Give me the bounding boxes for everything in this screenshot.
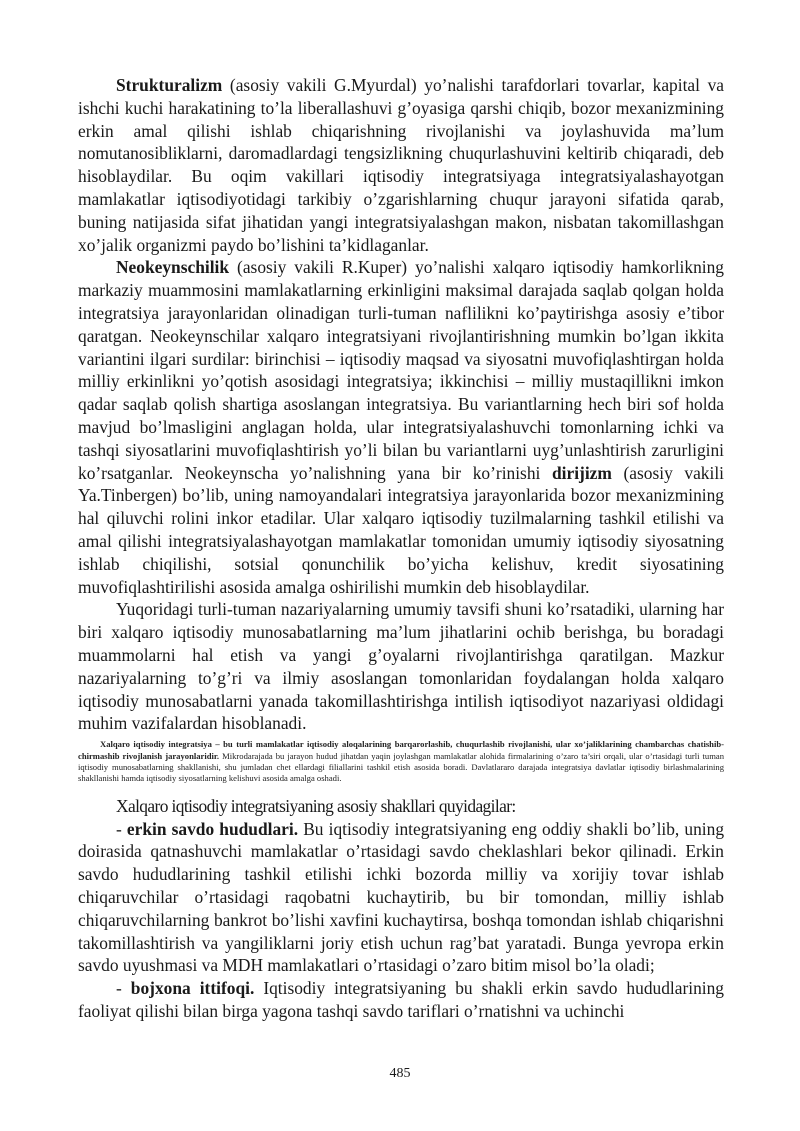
- term-neokeynschilik: Neokeynschilik: [116, 257, 230, 278]
- paragraph-text: Yuqoridagi turli-tuman nazariyalarning umumiy tavsifi shuni ko’rsatadiki, ularning har biri xalqaro iqtisodiy munosabatlarning ma’lum jihatlarini ochib berishga, bu boradagi muammolarni hal etish va yangi g’oyalarni rivojlantirishga qaratilgan. Mazkur nazariyalarning to’g’ri va ilmiy asoslangan tomonlaridan foydalangan holda xalqaro iqtisodiy munosabatlarni yanada takomillashtirishga intilish iqtisodiyot nazariyasi oldidagi muhim vazifalardan hisoblanadi.: [78, 599, 724, 734]
- section-subheading: Xalqaro iqtisodiy integratsiyaning asosiy shakllari quyidagilar:: [116, 795, 516, 816]
- paragraph-strukturalizm: [78, 74, 724, 256]
- page-number: 485: [389, 1066, 411, 1081]
- paragraph-text: (asosiy vakili Ya.Tinbergen) bo’lib, uning namoyandalari integratsiya jarayonlarida bozor mexanizmining hal qiluvchi rolini inkor etadilar. Ular xalqaro iqtisodiy tuzilmalarning tashkil etilishi va amal qilishi integratsiyalashayotgan mamlakatlar tomonidan umumiy iqtisodiy siyosatning ishlab chiqilishi, sotsial qonunchilik bo’yicha kelishuv, kredit siyosatining muvofiqlashtirilishi asosida amalga oshirilishi mumkin deb hisoblaydilar.: [78, 462, 724, 597]
- paragraph-text: Iqtisodiy integratsiyaning bu shakli erkin savdo hududlarining faoliyat qilishi bilan birga yagona tashqi savdo tariflari o’rnatishni va uchinchi: [78, 978, 724, 1021]
- paragraph-neokeynschilik: [78, 256, 724, 598]
- paragraph-bojxona: [78, 977, 724, 1023]
- list-dash: -: [116, 978, 131, 999]
- term-erkin-savdo: erkin savdo hududlari.: [126, 818, 299, 839]
- term-strukturalizm: Strukturalizm: [116, 75, 223, 95]
- page-body: [78, 74, 724, 1023]
- paragraph-text: Bu iqtisodiy integratsiyaning eng oddiy shakli bo’lib, uning doirasida qatnashuvchi mamlakatlar o’rtasidagi savdo cheklashlari bekor qilinadi. Erkin savdo hududlarining tashkil etilishi ichki bozorda milliy va xorijiy tovar ishlab chiqaruvchilar o’rtasidagi raqobatni kuchaytirib, bu bir tomondan, milliy ishlab chiqaruvchilarning bankrot bo’lishi xavfini kuchaytirsa, boshqa tomondan ishlab chiqarishni takomillashtirish va yangiliklarni joriy etish uchun rag’bat yaratadi. Bunga yevropa erkin savdo uyushmasi va MDH mamlakatlari o’rtasidagi o’zaro bitim misol bo’la oladi;: [78, 818, 725, 976]
- term-dirijizm: dirijizm: [551, 462, 612, 483]
- paragraph-text: (asosiy vakili R.Kuper) yo’nalishi xalqaro iqtisodiy hamkorlikning markaziy muammosini mamlakatlarning erkinligini maksimal darajada saqlab qolgan holda integratsiya jarayonlaridan olinadigan turli-tuman naflilikni ko’paytirishga asosiy e’tibor qaratgan. Neokeynschilar xalqaro integratsiyani rivojlantirishning mumkin bo’lgan ikkita variantini ilgari surdilar: birinchisi – iqtisodiy maqsad va siyosatni muvofiqlashtirgan holda milliy erkinlikni yo’qotish asosidagi integratsiya; ikkinchisi – milliy mustaqillikni imkon qadar saqlab qolish shartiga asoslangan integratsiya. Bu variantlarning hech biri sof holda mavjud bo’lmasligini anglagan holda, ular integratsiyalashuvchi tomonlarning ichki va tashqi siyosatlarini muvofiqlashtirish yo’li bilan bu variantlarni uyg’unlashtirish zarurligini ko’rsatganlar. Neokeynscha yo’nalishning yana bir ko’rinishi: [78, 257, 724, 483]
- paragraph-text: (asosiy vakili G.Myurdal) yo’nalishi tarafdorlari tovarlar, kapital va ishchi kuchi harakatining to’la liberallashuvi g’oyasiga qarshi chiqib, bozor mexanizmining erkin amal qilishi ishlab chiqarishning rivojlanishi va joylashuvida ma’lum nomutanosibliklarni, daromadlardagi tengsizlikning chuqurlashuvini keltirib chiqaradi, deb hisoblaydilar. Bu oqim vakillari iqtisodiy integratsiyaga integratsiyalashayotgan mamlakatlar iqtisodiyotidagi tarkibiy o’zgarishlarning chuqur jarayoni sifatida qarab, buning natijasida sifat jihatidan yangi integratsiyalashgan makon, nisbatan takomillashgan xo’jalik organizmi paydo bo’lishini ta’kidlaganlar.: [78, 75, 724, 255]
- list-dash: -: [116, 818, 127, 839]
- definition-note: [78, 739, 724, 785]
- paragraph-summary: [78, 598, 724, 735]
- definition-text: Mikrodarajada bu jarayon hudud jihatdan yaqin joylashgan mamlakatlar alohida firmalarining o’zaro ta’siri orqali, ular o’rtasidagi turli tuman iqtisodiy munosabatlarning shakllanishi, shu jumladan chet ellardagi filiallarini tashkil etish asosida boradi. Davlatlararo darajada integratsiya davlatlar iqtisodiy birlashmalarining shakllanishi hamda iqtisodiy siyosatlarning kelishuvi asosida amalga oshadi.: [78, 750, 724, 784]
- term-bojxona: bojxona ittifoqi.: [130, 978, 255, 999]
- definition-bold: Xalqaro iqtisodiy integratsiya – bu turli mamlakatlar iqtisodiy aloqalarining barqarorlashib, chuqurlashib rivojlanishi, ular xo’jaliklarining chambarchas chatishib-chirmashib rivojlanish jarayonlaridir.: [78, 739, 724, 761]
- paragraph-erkin-savdo: [78, 818, 724, 978]
